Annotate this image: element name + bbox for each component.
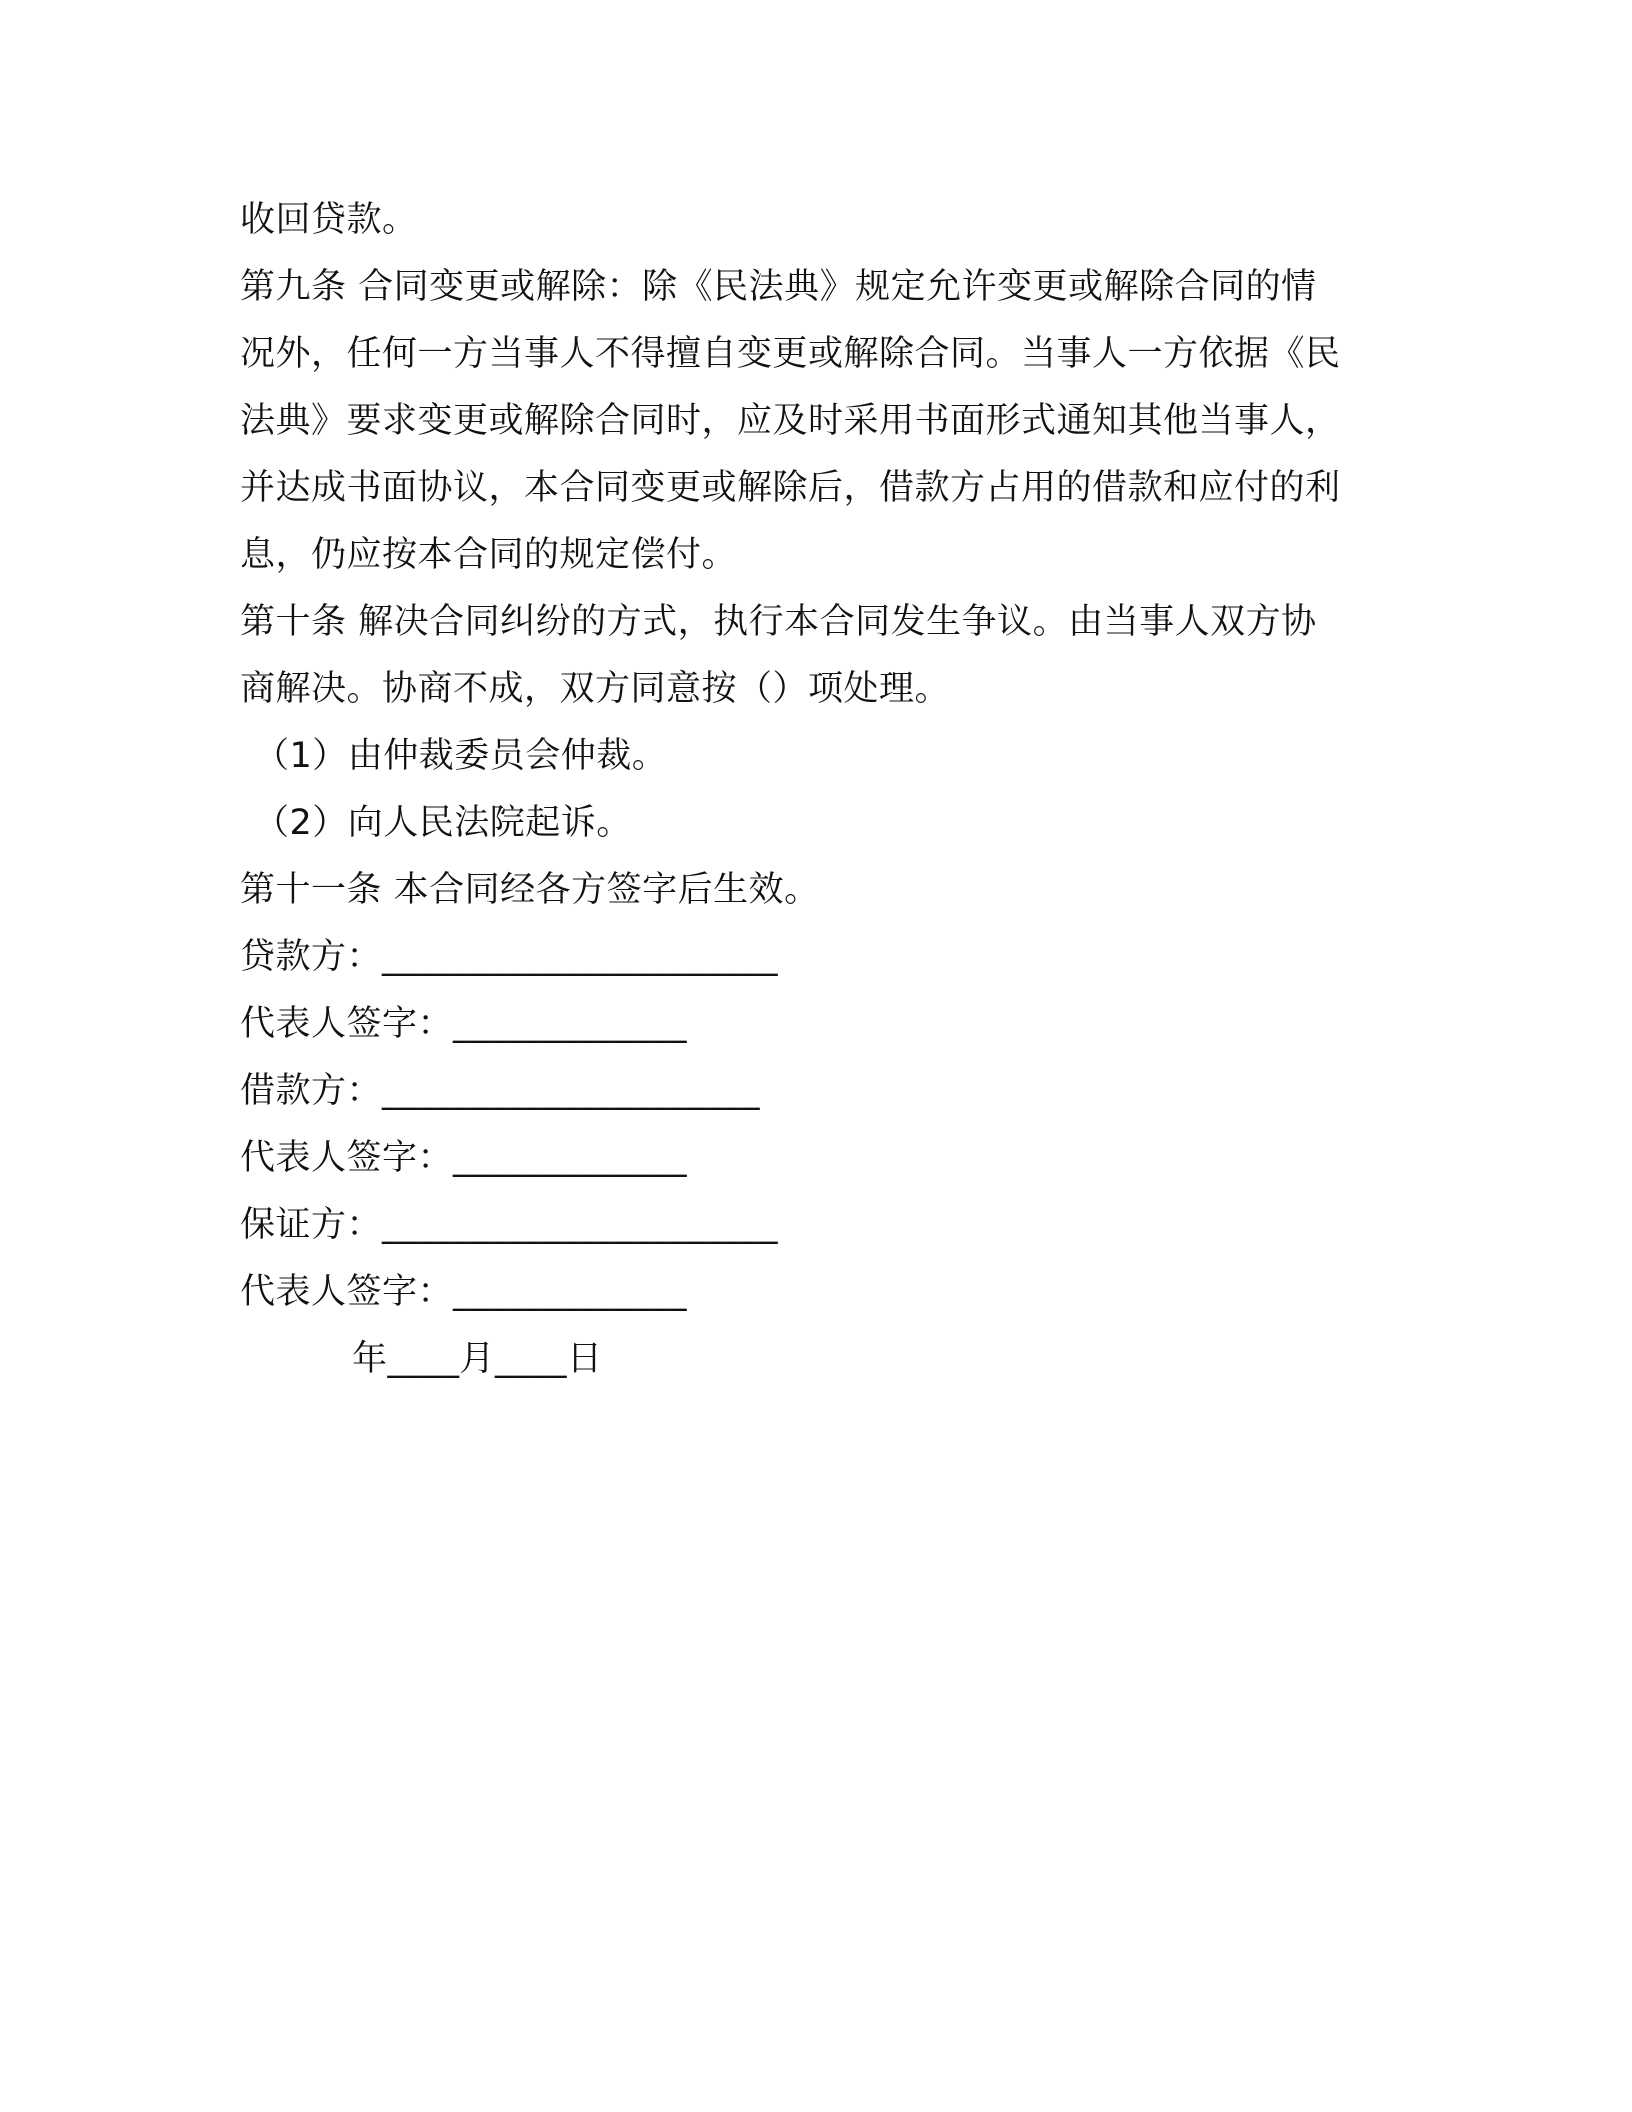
article-9-line-3: 法典》要求变更或解除合同时，应及时采用书面形式通知其他当事人， bbox=[240, 401, 1341, 441]
article-9-line-1: 第九条 合同变更或解除：除《民法典》规定允许变更或解除合同的情 bbox=[240, 267, 1317, 307]
article-10-line-2: 商解决。协商不成，双方同意按（）项处理。 bbox=[240, 669, 951, 709]
borrower-signature-line: 借款方：_____________________ bbox=[240, 1071, 761, 1111]
article-9-line-5: 息，仍应按本合同的规定偿付。 bbox=[240, 535, 738, 575]
article-9-line-2: 况外，任何一方当事人不得擅自变更或解除合同。当事人一方依据《民 bbox=[240, 334, 1341, 374]
court-option: （2）向人民法院起诉。 bbox=[254, 803, 632, 843]
contract-text bbox=[240, 187, 1400, 1393]
borrower-representative-line: 代表人签字：_____________ bbox=[240, 1138, 688, 1178]
article-10-line-1: 第十条 解决合同纠纷的方式，执行本合同发生争议。由当事人双方协 bbox=[240, 602, 1317, 642]
guarantor-representative-line: 代表人签字：_____________ bbox=[240, 1272, 688, 1312]
lender-representative-line: 代表人签字：_____________ bbox=[240, 1004, 688, 1044]
article-11-line: 第十一条 本合同经各方签字后生效。 bbox=[240, 870, 820, 910]
guarantor-signature-line: 保证方：______________________ bbox=[240, 1205, 779, 1245]
date-line: 年____月____日 bbox=[352, 1339, 603, 1379]
text-line-1: 收回贷款。 bbox=[240, 200, 418, 240]
arbitration-option: （1）由仲裁委员会仲裁。 bbox=[254, 736, 668, 776]
lender-signature-line: 贷款方：______________________ bbox=[240, 937, 779, 977]
article-9-line-4: 并达成书面协议，本合同变更或解除后，借款方占用的借款和应付的利 bbox=[240, 468, 1341, 508]
